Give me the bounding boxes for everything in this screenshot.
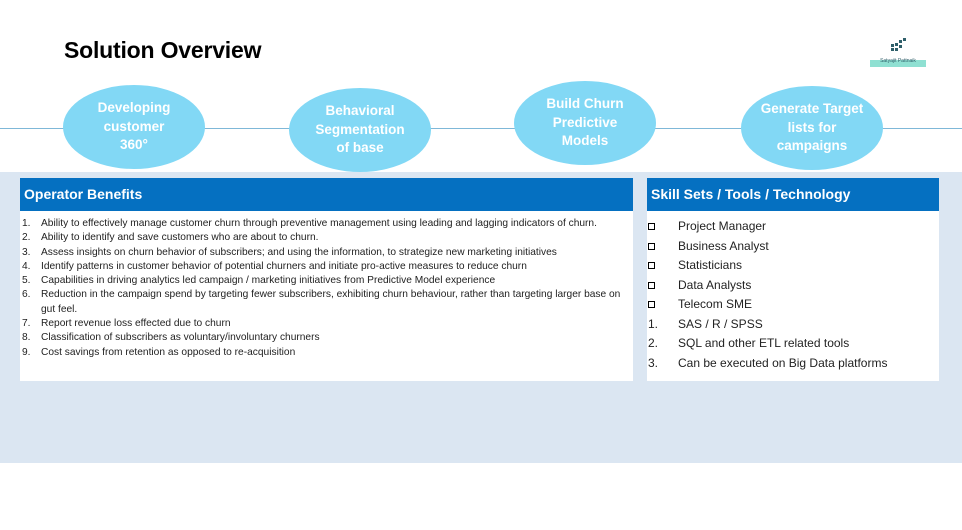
- list-item: Data Analysts: [647, 276, 939, 296]
- list-item: 1. Ability to effectively manage customer churn through preventive management using leading and lagging indicators of churn.: [22, 218, 597, 229]
- step-developing-customer-360: Developing customer 360°: [63, 85, 205, 169]
- step-build-churn-models: Build Churn Predictive Models: [514, 81, 656, 165]
- list-item: Statisticians: [647, 256, 939, 276]
- list-item: 2. Ability to identify and save customers who are about to churn.: [22, 232, 319, 244]
- step-generate-target-lists: Generate Target lists for campaigns: [741, 86, 883, 170]
- operator-benefits-panel: [20, 178, 633, 381]
- benefits-list: [20, 211, 633, 360]
- logo-mark-icon: [870, 36, 926, 58]
- logo: [870, 36, 926, 72]
- list-item: 3. Assess insights on churn behavior of subscribers; and using the information, to strategize new marketing initiatives: [22, 246, 557, 258]
- step-behavioral-segmentation: Behavioral Segmentation of base: [289, 88, 431, 172]
- list-item: 6. Reduction in the campaign spend by targeting fewer subscribers, exhibiting churn behaviour, rather than targeting larger base on gut feel.: [22, 289, 621, 315]
- list-item: 4. Identify patterns in customer behavior of potential churners and initiate pro-active measures to reduce churn: [22, 260, 527, 272]
- list-item: Business Analyst: [647, 237, 939, 257]
- checkbox-bullet-icon: [648, 301, 655, 308]
- checkbox-bullet-icon: [648, 243, 655, 250]
- list-item: 8. Classification of subscribers as voluntary/involuntary churners: [22, 332, 320, 344]
- skill-sets-panel: [647, 178, 939, 381]
- list-item: 3. Can be executed on Big Data platforms: [648, 355, 888, 370]
- list-item: 1. SAS / R / SPSS: [648, 316, 763, 331]
- checkbox-bullet-icon: [648, 282, 655, 289]
- logo-text: Satyajit Pattnaik: [880, 58, 916, 64]
- skills-list: [647, 211, 939, 373]
- operator-benefits-heading: Operator Benefits: [20, 178, 633, 211]
- list-item: 9. Cost savings from retention as opposed to re-acquisition: [22, 346, 296, 358]
- list-item: 5. Capabilities in driving analytics led campaign / marketing initiatives from Predictive Model experience: [22, 275, 496, 287]
- skill-sets-heading: Skill Sets / Tools / Technology: [647, 178, 939, 211]
- checkbox-bullet-icon: [648, 262, 655, 269]
- page-title: Solution Overview: [64, 37, 262, 63]
- list-item: Project Manager: [647, 217, 939, 237]
- list-item: 7. Report revenue loss effected due to churn: [22, 318, 231, 330]
- list-item: Telecom SME: [647, 295, 939, 315]
- checkbox-bullet-icon: [648, 223, 655, 230]
- list-item: 2. SQL and other ETL related tools: [648, 336, 850, 350]
